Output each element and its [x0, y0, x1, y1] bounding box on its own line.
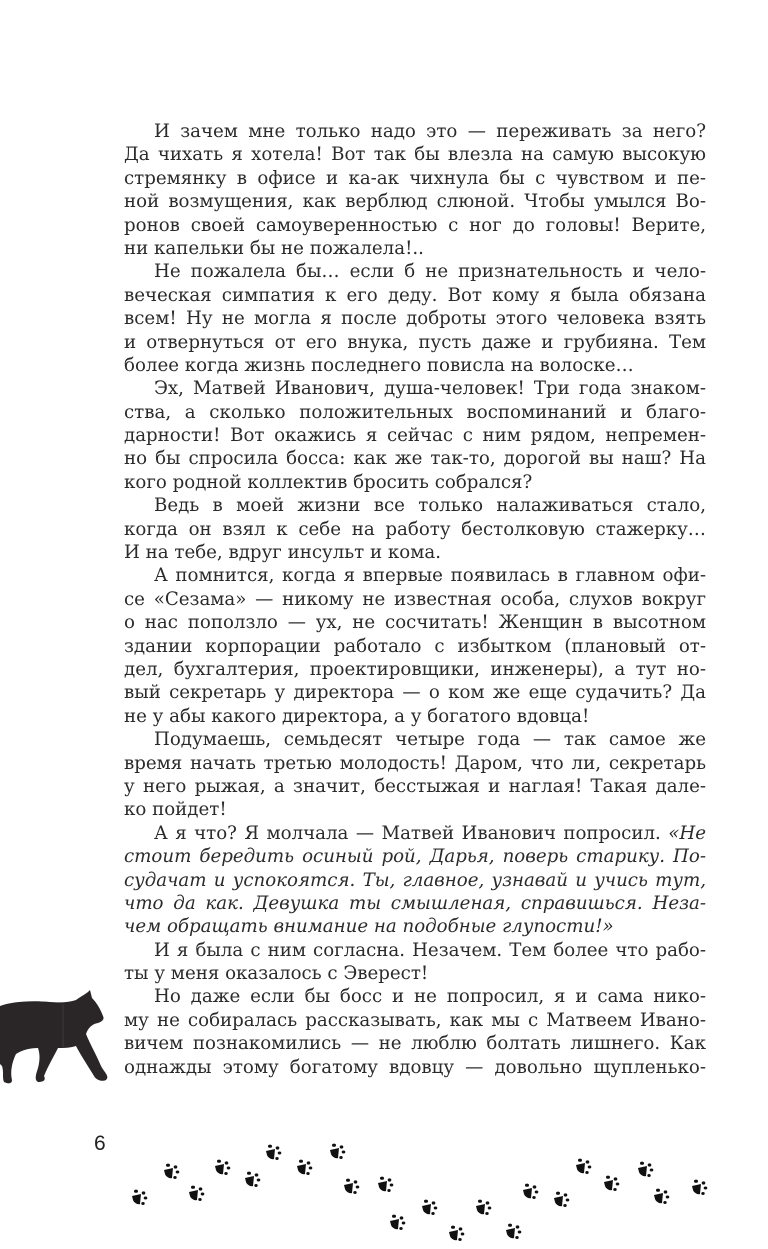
paw-print-icon	[130, 1188, 150, 1208]
paw-print-icon	[213, 1158, 233, 1178]
text-line: о нас поползло — ух, не сосчитать! Женщин в высотном	[124, 612, 706, 634]
paw-print-icon	[388, 1213, 408, 1233]
text-line: И я была с ним согласна. Незачем. Тем более что рабо-	[154, 939, 706, 961]
text-line: вый секретарь у директора — о ком же еще судачить? Да	[124, 682, 706, 704]
text-line: не у абы какого директора, а у богатого вдовца!	[124, 705, 590, 727]
text-line: И на тебе, вдруг инсульт и кома.	[124, 542, 442, 564]
paw-print-icon	[264, 1143, 284, 1163]
paw-print-icon	[420, 1198, 440, 1218]
paw-print-icon	[187, 1184, 207, 1204]
paw-print-icon	[652, 1187, 672, 1207]
text-line: Но даже если бы босс и не попросил, я и сама нико-	[154, 986, 706, 1008]
text-line: ни капельки бы не пожалела!..	[124, 237, 424, 259]
paw-print-icon	[328, 1142, 348, 1162]
text-line: Да чихать я хотела! Вот так бы влезла на самую высокую	[124, 144, 706, 166]
walking-cat-icon	[0, 988, 112, 1088]
text-line: более когда жизнь последнего повисла на волоске…	[124, 354, 634, 376]
paw-print-icon	[295, 1158, 315, 1178]
text-line: здании корпорации работало с избытком (плановый от-	[124, 635, 706, 657]
text-line: ной возмущения, как верблюд слюной. Чтобы умылся Во-	[124, 191, 706, 213]
text-line: однажды этому богатому вдовцу — довольно щупленько-	[124, 1056, 706, 1078]
paw-print-icon	[504, 1222, 524, 1242]
text-line: се «Сезама» — никому не известная особа, слухов вокруг	[124, 588, 706, 610]
text-line: у него рыжая, а значит, бесстыжая и наглая! Такая дале-	[124, 775, 706, 797]
text-line: когда он взял к себе на работу бестолковую стажерку…	[124, 518, 706, 540]
text-line: ства, а сколько положительных воспоминаний и благо-	[124, 401, 706, 423]
text-line: всем! Ну не могла я после доброты этого человека взять	[124, 308, 706, 330]
body-text	[124, 120, 706, 1079]
paw-print-icon	[552, 1190, 572, 1210]
text-line: Ведь в моей жизни все только налаживаться стало,	[154, 495, 706, 517]
paw-print-icon	[243, 1170, 263, 1190]
text-line: чем обращать внимание на подобные глупости!»	[124, 916, 614, 938]
paw-print-icon	[474, 1198, 494, 1218]
text-line: стремянку в офисе и ка-ак чихнула бы с чувством и пе-	[124, 167, 706, 189]
text-line: И зачем мне только надо это — переживать за него?	[154, 121, 706, 142]
text-line: но бы спросила босса: как же так-то, дорогой вы наш? На	[124, 448, 706, 470]
paw-print-icon	[574, 1157, 594, 1177]
paw-print-icon	[521, 1182, 541, 1202]
text-line: стоит бередить осиный рой, Дарья, поверь старику. По-	[124, 846, 706, 868]
text-line: ронов своей самоуверенностью с ног до головы! Верите,	[124, 214, 706, 236]
text-line: Подумаешь, семьдесят четыре года — так самое же	[154, 729, 706, 751]
text-line: что да как. Девушка ты смышленая, справишься. Неза-	[124, 892, 706, 914]
paw-print-icon	[342, 1177, 362, 1197]
text-line: Не пожалела бы… если б не признательность и чело-	[154, 261, 706, 283]
text-line: вичем познакомились — не люблю болтать лишнего. Как	[124, 1033, 706, 1055]
text-line: А я что? Я молчала — Матвей Иванович попросил. «Не	[154, 822, 706, 844]
text-line: ко пойдет!	[124, 799, 227, 821]
text-line: дел, бухгалтерия, проектировщики, инженеры), а тут но-	[124, 658, 706, 680]
text-line: кого родной коллектив бросить собрался?	[124, 471, 533, 493]
text-line: дарности! Вот окажись я сейчас с ним рядом, непремен-	[124, 425, 706, 447]
paw-print-icon	[162, 1162, 182, 1182]
text-line: судачат и успокоятся. Ты, главное, узнавай и учись тут,	[124, 869, 706, 891]
paw-print-icon	[602, 1174, 622, 1194]
paw-print-icon	[690, 1178, 710, 1198]
text-line: А помнится, когда я впервые появилась в главном офи-	[154, 565, 706, 587]
paw-print-icon	[376, 1175, 396, 1195]
text-line: му не собиралась рассказывать, как мы с Матвеем Ивано-	[124, 1009, 706, 1031]
paw-print-icon	[636, 1160, 656, 1180]
text-line: Эх, Матвей Иванович, душа-человек! Три года знаком-	[154, 378, 706, 400]
text-line: время начать третью молодость! Даром, что ли, секретарь	[124, 752, 706, 774]
paw-print-icon	[447, 1224, 467, 1244]
page-number: 6	[94, 1132, 106, 1155]
text-line: и отвернуться от его внука, пусть даже и грубияна. Тем	[124, 331, 706, 353]
text-line: веческая симпатия к его деду. Вот кому я была обязана	[124, 284, 706, 306]
text-line: ты у меня оказалось с Эверест!	[124, 963, 429, 985]
